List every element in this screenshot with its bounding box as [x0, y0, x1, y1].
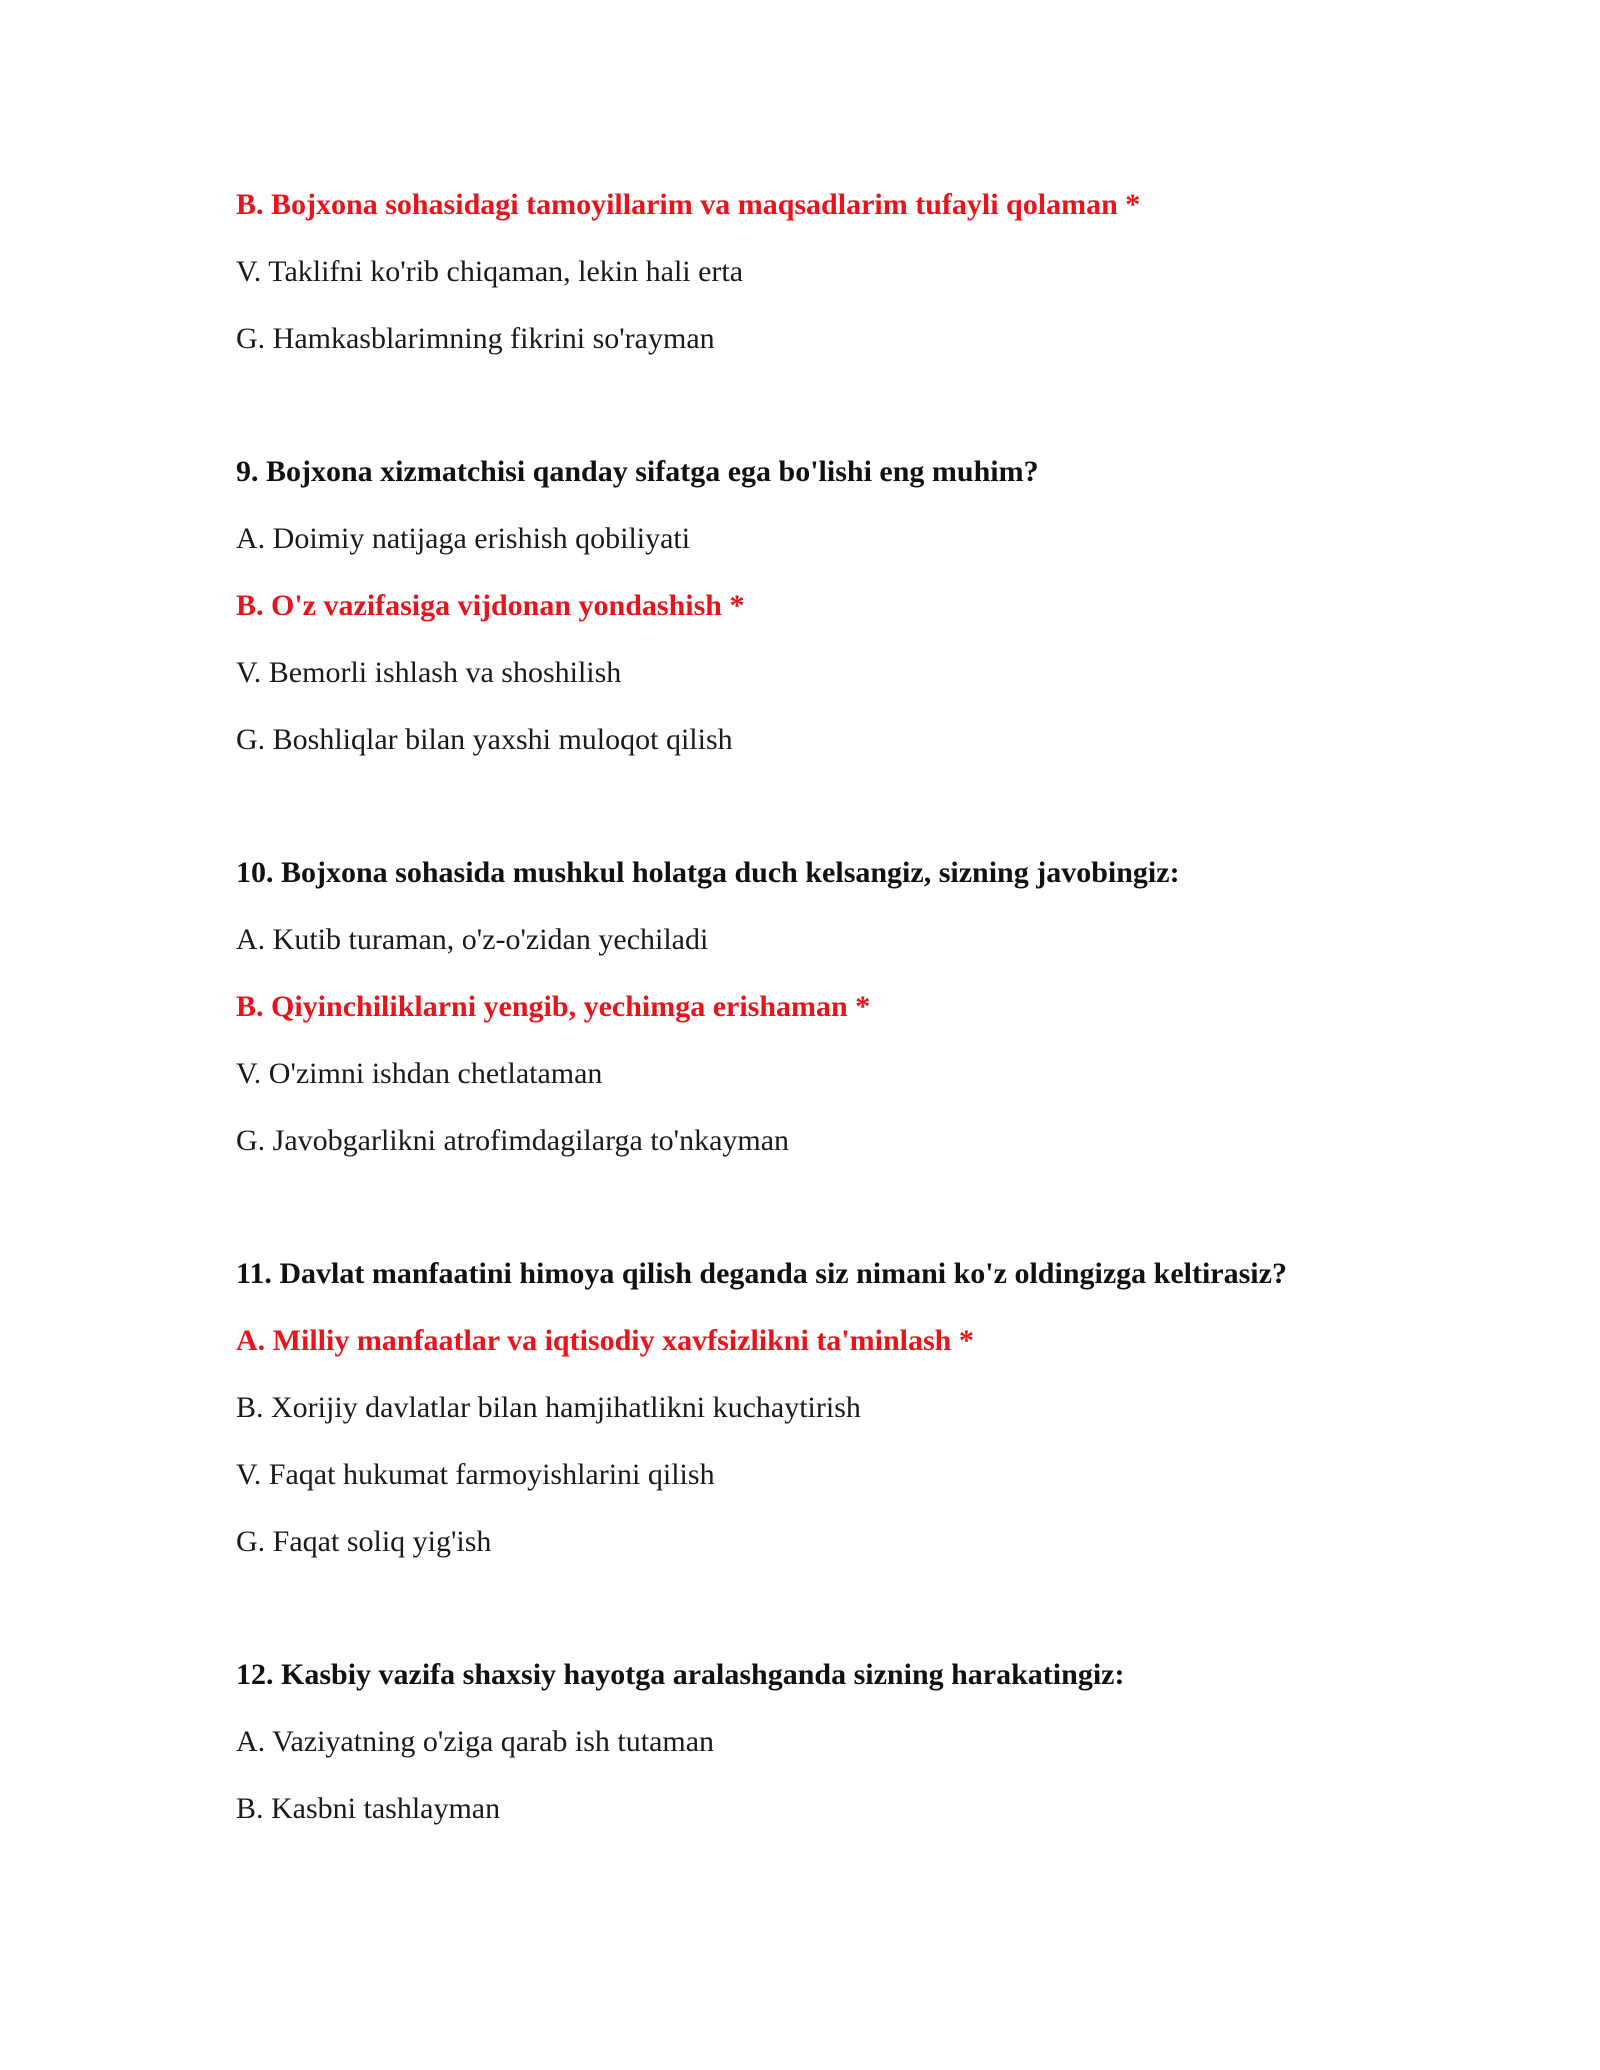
question-heading: 12. Kasbiy vazifa shaxsiy hayotga aralashganda sizning harakatingiz:	[236, 1658, 1125, 1691]
answer-option: A. Kutib turaman, o'z-o'zidan yechiladi	[236, 923, 709, 956]
answer-option: B. Kasbni tashlayman	[236, 1792, 501, 1825]
answer-option-correct: B. Bojxona sohasidagi tamoyillarim va maqsadlarim tufayli qolaman *	[236, 188, 1141, 221]
answer-option: V. O'zimni ishdan chetlataman	[236, 1057, 603, 1090]
question-heading: 11. Davlat manfaatini himoya qilish deganda siz nimani ko'z oldingizga keltirasiz?	[236, 1257, 1287, 1290]
answer-option: V. Faqat hukumat farmoyishlarini qilish	[236, 1458, 715, 1491]
answer-option: V. Bemorli ishlash va shoshilish	[236, 656, 622, 689]
question-heading: 9. Bojxona xizmatchisi qanday sifatga ega bo'lishi eng muhim?	[236, 455, 1039, 488]
question-heading: 10. Bojxona sohasida mushkul holatga duch kelsangiz, sizning javobingiz:	[236, 856, 1180, 889]
answer-option-correct: A. Milliy manfaatlar va iqtisodiy xavfsizlikni ta'minlash *	[236, 1324, 974, 1357]
answer-option: A. Doimiy natijaga erishish qobiliyati	[236, 522, 691, 555]
answer-option-correct: B. O'z vazifasiga vijdonan yondashish *	[236, 589, 745, 622]
answer-option: V. Taklifni ko'rib chiqaman, lekin hali erta	[236, 255, 744, 288]
answer-option: G. Javobgarlikni atrofimdagilarga to'nkayman	[236, 1124, 790, 1157]
answer-option: A. Vaziyatning o'ziga qarab ish tutaman	[236, 1725, 715, 1758]
answer-option: G. Faqat soliq yig'ish	[236, 1525, 492, 1558]
answer-option-correct: B. Qiyinchiliklarni yengib, yechimga erishaman *	[236, 990, 871, 1023]
answer-option: G. Boshliqlar bilan yaxshi muloqot qilish	[236, 723, 733, 756]
answer-option: B. Xorijiy davlatlar bilan hamjihatlikni kuchaytirish	[236, 1391, 861, 1424]
answer-option: G. Hamkasblarimning fikrini so'rayman	[236, 322, 715, 355]
